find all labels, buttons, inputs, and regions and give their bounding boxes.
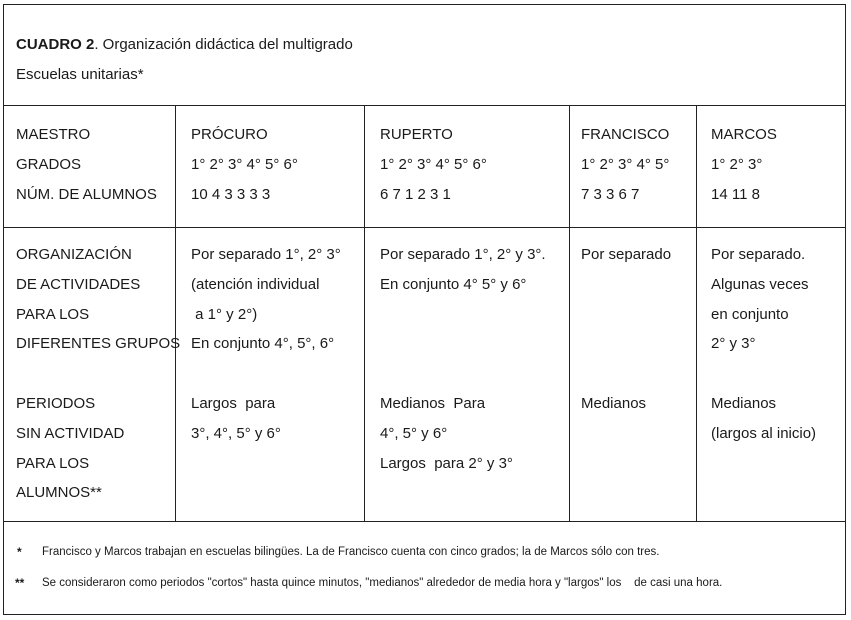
cell-line: 4°, 5° y 6°: [380, 424, 448, 442]
cell-line: Largos para 2° y 3°: [380, 454, 513, 472]
divider-caption: [3, 105, 846, 106]
teacher-grados: 1° 2° 3°: [711, 155, 763, 173]
teacher-alumnos: 14 11 8: [711, 185, 760, 203]
cell-line: En conjunto 4°, 5°, 6°: [191, 335, 335, 353]
cell-line: en conjunto: [711, 305, 789, 323]
footnote-2-text: Se consideraron como periodos "cortos" hasta quince minutos, "medianos" alrededor de media hora y "largos" los de casi una hora.: [42, 577, 723, 589]
divider-footnotes: [3, 521, 846, 522]
teacher-grados: 1° 2° 3° 4° 5° 6°: [191, 155, 298, 173]
table-subtitle: Escuelas unitarias*: [16, 66, 144, 83]
teacher-procuro-header: [191, 120, 298, 209]
teacher-grados: 1° 2° 3° 4° 5°: [581, 155, 670, 173]
teacher-francisco-header: [581, 120, 669, 209]
cell-line: Medianos: [711, 395, 777, 412]
label-maestro: MAESTRO: [16, 126, 91, 143]
periodos-francisco: [581, 389, 646, 419]
label-line: DIFERENTES GRUPOS: [16, 335, 181, 353]
label-grados: GRADOS: [16, 155, 82, 173]
label-organizacion: [16, 240, 180, 359]
cell-line: Algunas veces: [711, 275, 809, 293]
table-title: [16, 36, 353, 53]
cell-line: Por separado: [581, 246, 672, 263]
cell-line: a 1° y 2°): [191, 305, 258, 323]
teacher-name: FRANCISCO: [581, 126, 670, 143]
cell-line: Medianos: [581, 395, 647, 412]
cell-line: 2° y 3°: [711, 335, 756, 353]
periodos-marcos: [711, 389, 816, 449]
cell-line: Por separado 1°, 2° y 3°.: [380, 246, 546, 263]
label-num-alumnos: NÚM. DE ALUMNOS: [16, 185, 157, 203]
table-label: CUADRO 2: [16, 36, 95, 53]
label-line: SIN ACTIVIDAD: [16, 424, 125, 442]
teacher-name: MARCOS: [711, 126, 777, 143]
cell-line: 3°, 4°, 5° y 6°: [191, 424, 281, 442]
column-divider-4: [696, 105, 697, 522]
label-line: PERIODOS: [16, 395, 96, 412]
teacher-name: PRÓCURO: [191, 126, 268, 143]
label-periodos: [16, 389, 124, 508]
teacher-alumnos: 7 3 3 6 7: [581, 185, 640, 203]
cell-line: Medianos Para: [380, 395, 486, 412]
footnote-1-text: Francisco y Marcos trabajan en escuelas bilingües. La de Francisco cuenta con cinco grados; la de Marcos sólo con tres.: [42, 546, 660, 558]
footnote-1-mark: *: [17, 545, 22, 559]
organizacion-francisco: [581, 240, 671, 270]
divider-header: [3, 227, 846, 228]
cell-line: Por separado 1°, 2° 3°: [191, 246, 341, 263]
table-title-text: . Organización didáctica del multigrado: [94, 36, 353, 53]
teacher-ruperto-header: [380, 120, 487, 209]
label-line: PARA LOS: [16, 454, 90, 472]
teacher-grados: 1° 2° 3° 4° 5° 6°: [380, 155, 487, 173]
periodos-ruperto: [380, 389, 513, 478]
cell-line: (largos al inicio): [711, 424, 817, 442]
teacher-name: RUPERTO: [380, 126, 453, 143]
organizacion-ruperto: [380, 240, 546, 300]
teacher-alumnos: 6 7 1 2 3 1: [380, 185, 451, 203]
teacher-marcos-header: [711, 120, 777, 209]
label-line: ORGANIZACIÓN: [16, 246, 132, 263]
organizacion-marcos: [711, 240, 809, 359]
teacher-alumnos: 10 4 3 3 3 3: [191, 185, 271, 203]
footnote-2-mark: **: [15, 576, 25, 590]
periodos-procuro: [191, 389, 281, 449]
label-line: ALUMNOS**: [16, 484, 102, 502]
label-line: PARA LOS: [16, 305, 90, 323]
column-divider-3: [569, 105, 570, 522]
cell-line: Largos para: [191, 395, 276, 412]
cell-line: En conjunto 4° 5° y 6°: [380, 275, 527, 293]
organizacion-procuro: [191, 240, 341, 359]
header-labels: [16, 120, 157, 209]
cell-line: Por separado.: [711, 246, 806, 263]
column-divider-2: [364, 105, 365, 522]
label-line: DE ACTIVIDADES: [16, 275, 141, 293]
cell-line: (atención individual: [191, 275, 320, 293]
